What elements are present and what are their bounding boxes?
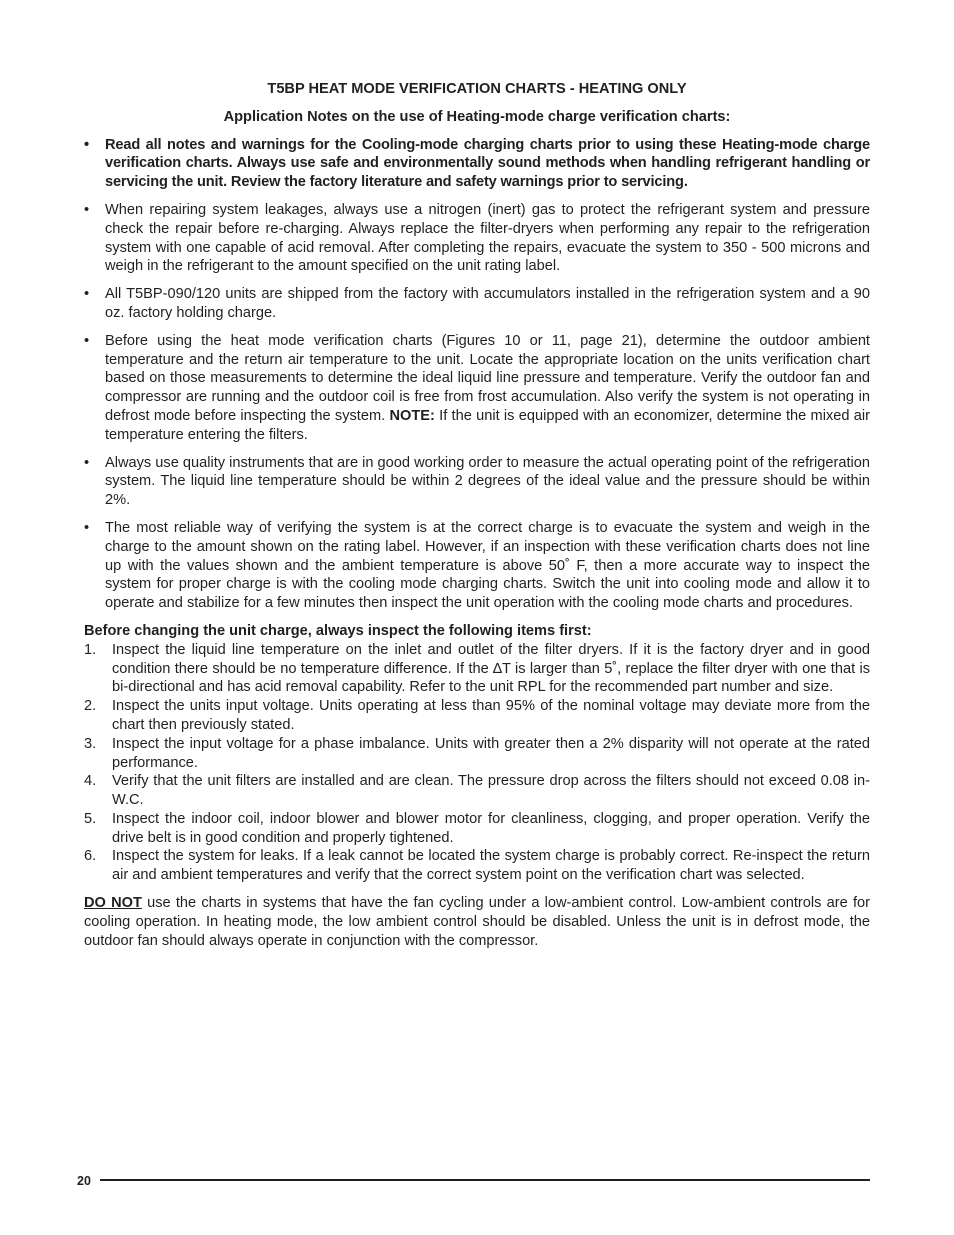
list-item bbox=[84, 136, 870, 192]
item-number: 4. bbox=[84, 773, 97, 790]
item-text: Inspect the units input voltage. Units operating at less than 95% of the nominal voltage may deviate more from the chart then previously stated. bbox=[112, 698, 870, 733]
bullet: • bbox=[84, 332, 90, 349]
note-text: Always use quality instruments that are in good working order to measure the actual operating point of the refrigeration system. The liquid line temperature should be within 2 degrees of the ideal value and the pressure should be within 2%. bbox=[105, 454, 870, 509]
list-item bbox=[84, 772, 870, 810]
do-not-warning bbox=[84, 894, 870, 950]
note-text: All T5BP-090/120 units are shipped from the factory with accumulators installed in the refrigeration system and a 90 oz. factory holding charge. bbox=[105, 286, 870, 321]
note-text: The most reliable way of verifying the system is at the correct charge is to evacuate the system and weigh in the charge to the amount shown on the rating label. However, if an inspection with these verification charts does not line up with the values shown and the ambient temperature is above 50˚ F, then a more accurate way to inspect the system for proper charge is with the cooling mode charging charts. Switch the unit into cooling mode and allow it to operate and stabilize for a few minutes then inspect the unit operation with the cooling mode charts and procedures. bbox=[105, 519, 870, 612]
list-item bbox=[84, 735, 870, 773]
item-text: Inspect the system for leaks. If a leak cannot be located the system charge is probably correct. Re-inspect the return air and ambient temperatures and verify that the correct system point on the verification chart was selected. bbox=[112, 848, 870, 884]
application-notes-heading: Application Notes on the use of Heating-mode charge verification charts: bbox=[223, 108, 731, 125]
bullet: • bbox=[84, 519, 90, 536]
note-text: Before using the heat mode verification charts (Figures 10 or 11, page 21), determine the outdoor ambient temperature and the return air temperature to the unit. Locate the appropriate location on the units verification chart based on those measurements to determine the ideal liquid line pressure and temperature. Verify the outdoor fan and compressor are running and the outdoor coil is free from frost accumulation. Also verify the system is not operating in defrost mode before inspecting the system. bbox=[105, 332, 870, 424]
do-not-label: DO NOT bbox=[84, 895, 142, 912]
note-text: Read all notes and warnings for the Cooling-mode charging charts prior to using these Heating-mode charge verification charts. Always use safe and environmentally sound methods when handling refrigerant handling or servicing the unit. Review the factory literature and safety warnings prior to servicing. bbox=[105, 136, 870, 191]
page-title: T5BP HEAT MODE VERIFICATION CHARTS - HEATING ONLY bbox=[267, 81, 687, 97]
list-item bbox=[84, 697, 870, 735]
bullet: • bbox=[84, 201, 90, 218]
list-item bbox=[84, 810, 870, 848]
item-text: Verify that the unit filters are installed and are clean. The pressure drop across the filters should not exceed 0.08 in-W.C. bbox=[112, 773, 870, 809]
item-text: Inspect the liquid line temperature on the inlet and outlet of the filter dryers. If it is the factory dryer and in good condition there should be no temperature difference. If the ∆T is larger than 5˚, replace the filter dryer with one that is bi-directional and has acid removal capability. Refer to the unit RPL for the recommended part number and size. bbox=[112, 641, 870, 696]
item-number: 5. bbox=[84, 810, 97, 827]
bullet: • bbox=[84, 286, 90, 303]
item-number: 3. bbox=[84, 735, 97, 752]
inspection-heading: Before changing the unit charge, always inspect the following items first: bbox=[84, 622, 592, 639]
item-number: 6. bbox=[84, 848, 97, 865]
bullet: • bbox=[84, 136, 89, 153]
footer-rule bbox=[100, 1179, 870, 1181]
item-number: 2. bbox=[84, 698, 97, 715]
list-item bbox=[84, 641, 870, 697]
bullet: • bbox=[84, 454, 90, 471]
item-text: Inspect the input voltage for a phase imbalance. Units with greater then a 2% disparity will not operate at the rated performance. bbox=[112, 735, 870, 771]
note-text: If the unit is equipped with an economizer, determine the mixed air temperature entering the filters. bbox=[105, 407, 870, 443]
list-item bbox=[84, 519, 870, 613]
application-notes-list bbox=[84, 136, 870, 613]
note-label: NOTE: bbox=[389, 407, 435, 424]
list-item bbox=[84, 285, 870, 323]
inspection-list bbox=[84, 641, 870, 885]
note-text: When repairing system leakages, always use a nitrogen (inert) gas to protect the refrigerant system and pressure check the repair before re-charging. Always replace the filter-dryers when performing any repair to the refrigeration system with one capable of acid removal. After completing the repairs, evacuate the system to 350 - 500 microns and weigh in the refrigerant to the amount specified on the unit rating label. bbox=[105, 201, 870, 275]
page-footer bbox=[77, 1170, 870, 1190]
warning-text: use the charts in systems that have the fan cycling under a low-ambient control. Low-ambient controls are for cooling operation. In heating mode, the low ambient control should be disabled. Unless the unit is in defrost mode, the outdoor fan should always operate in conjunction with the compressor. bbox=[84, 895, 870, 949]
list-item bbox=[84, 201, 870, 276]
list-item bbox=[84, 454, 870, 510]
item-text: Inspect the indoor coil, indoor blower and blower motor for cleanliness, clogging, and proper operation. Verify the drive belt is in good condition and properly tightened. bbox=[112, 810, 870, 846]
list-item bbox=[84, 847, 870, 885]
item-number: 1. bbox=[84, 641, 97, 658]
document-page bbox=[84, 80, 870, 950]
page-number: 20 bbox=[77, 1174, 91, 1188]
list-item bbox=[84, 332, 870, 445]
